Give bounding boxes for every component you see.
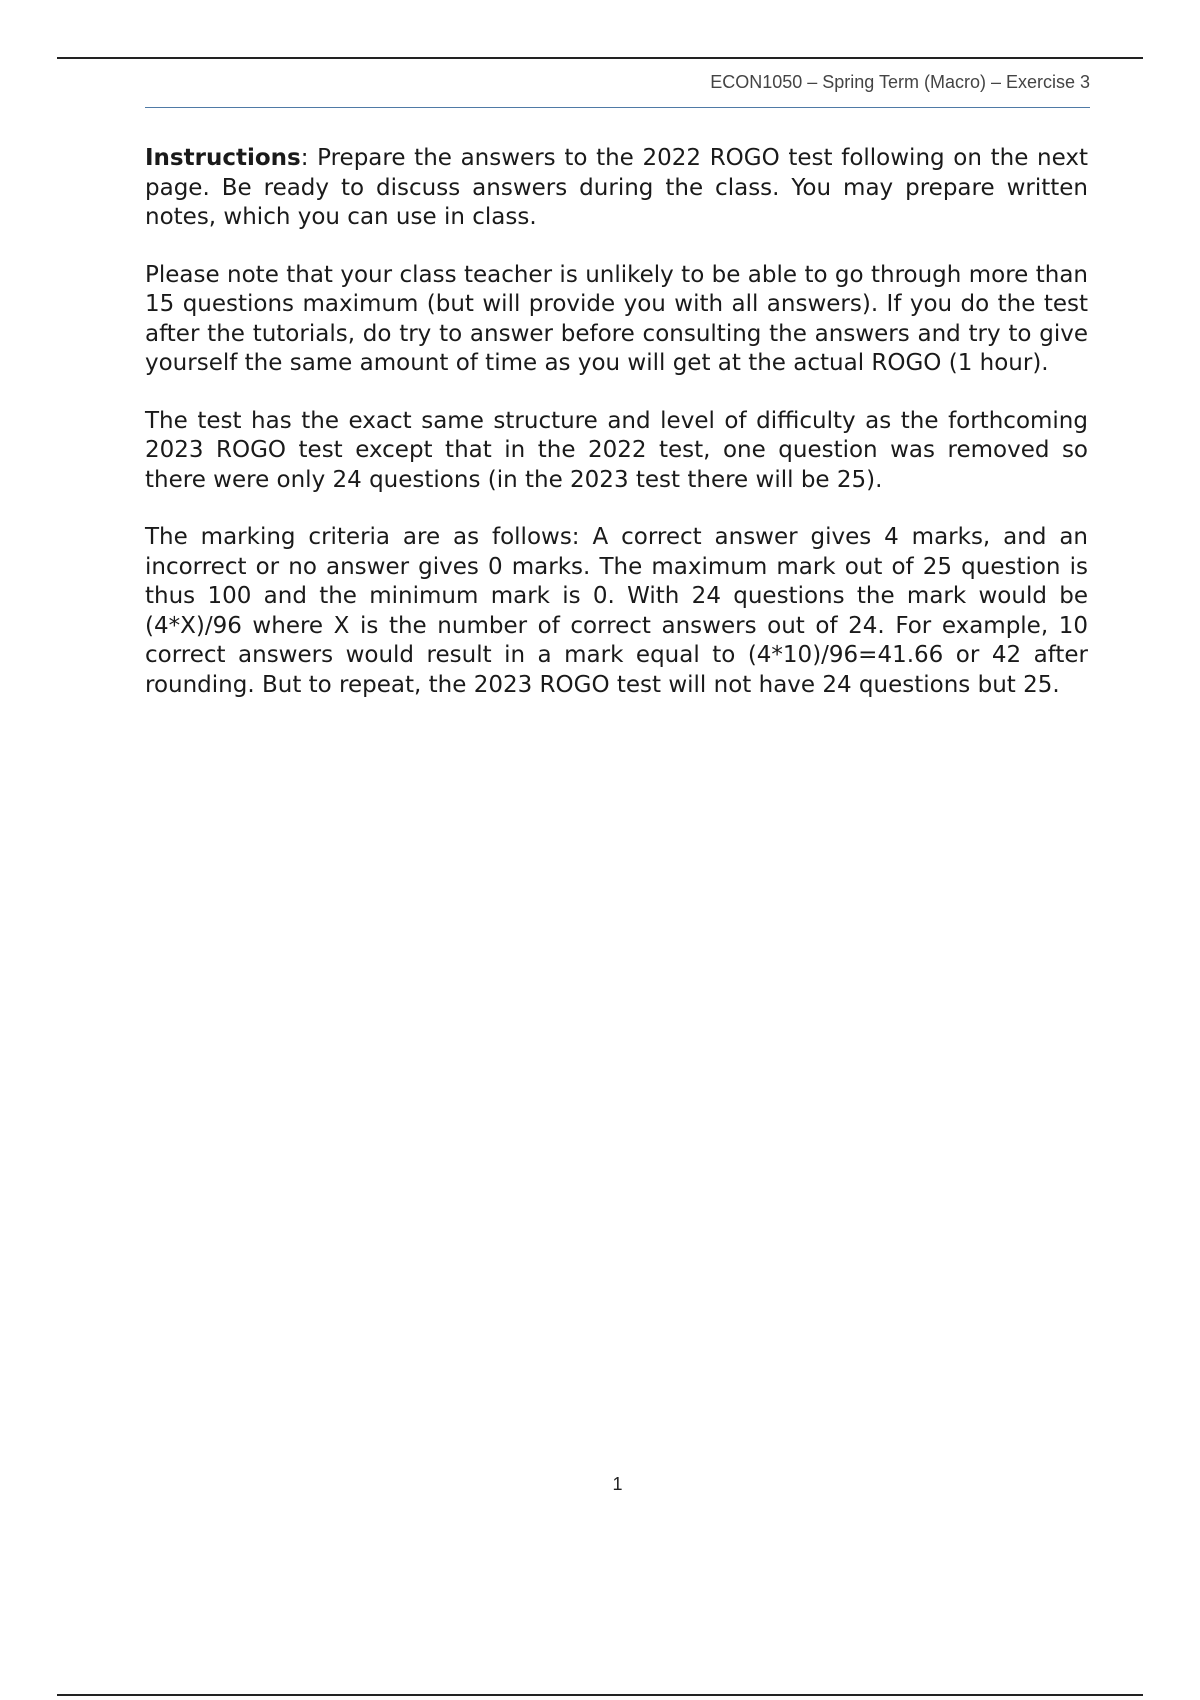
instructions-text: : Prepare the answers to the 2022 ROGO test following on the next page. Be ready to discuss answers during the class. You may prepare written notes, which you can use in class.	[145, 145, 1088, 230]
instructions-label: Instructions	[145, 145, 301, 171]
running-header: ECON1050 – Spring Term (Macro) – Exercise 3	[145, 72, 1090, 108]
marking-criteria-paragraph: The marking criteria are as follows: A correct answer gives 4 marks, and an incorrect or no answer gives 0 marks. The maximum mark out of 25 question is thus 100 and the minimum mark is 0. With 24 questions the mark would be (4*X)/96 where X is the number of correct answers out of 24. For example, 10 correct answers would result in a mark equal to (4*10)/96=41.66 or 42 after rounding. But to repeat, the 2023 ROGO test will not have 24 questions but 25.	[145, 524, 1088, 698]
test-structure-paragraph: The test has the exact same structure and level of difficulty as the forthcoming 2023 ROGO test except that in the 2022 test, one question was removed so there were only 24 questions (in the 2023 test there will be 25).	[145, 407, 1088, 493]
page-top-rule	[57, 57, 1143, 59]
instructions-paragraph	[145, 144, 1088, 233]
class-teacher-paragraph: Please note that your class teacher is unlikely to be able to go through more than 15 questions maximum (but will provide you with all answers). If you do the test after the tutorials, do try to answer before consulting the answers and try to give yourself the same amount of time as you will get at the actual ROGO (1 hour).	[145, 261, 1088, 376]
page-bottom-rule	[57, 1694, 1143, 1696]
page-number: 1	[612, 1474, 623, 1494]
document-body	[145, 144, 1088, 728]
